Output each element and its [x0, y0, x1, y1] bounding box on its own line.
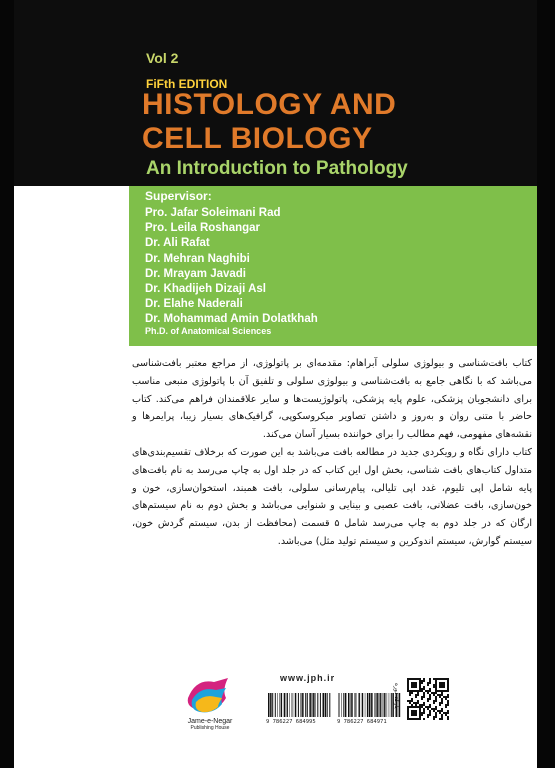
isbn-number-1: 9 786227 684995 — [266, 719, 316, 725]
barcode-1 — [267, 693, 331, 717]
cover-inner — [14, 0, 537, 768]
description-paragraph-2: کتاب دارای نگاه و رویکردی جدید در مطالعه بافت می‌باشد به این صورت که برخلاف تقسیم‌بندی‌های متداول کتاب‌های بافت شناسی، بخش اول این کتاب که در جلد اول به چاپ می‌رسد به نام بافت‌های پایه شامل اپی تلیوم، غدد اپی تلیالی، پیام‌رسانی سلولی، بافت همبند، استخوان‌سازی، خون و خون‌سازی، بافت عضلانی، بافت عصبی و بینایی و شنوایی می‌باشد و بخش دوم به نام سیستم‌های ارگان که در جلد دوم به چاپ می‌رسد شامل ۵ قسمت (محافظت از بدن، سیستم گردش خون، سیستم گوارش، سیستم اندوکرین و سیستم تولید مثل) می‌باشد. — [132, 446, 532, 547]
supervisor-name: Pro. Leila Roshangar — [145, 222, 261, 235]
series-barcode-label: بارکد دوره — [393, 683, 400, 709]
book-title-line2: CELL BIOLOGY — [142, 122, 373, 155]
isbn-number-2: 9 786227 684971 — [337, 719, 387, 725]
volume-label: Vol 2 — [146, 50, 179, 66]
publisher-website: www.jph.ir — [280, 673, 336, 683]
book-subtitle: An Introduction to Pathology — [146, 158, 408, 179]
supervisor-heading: Supervisor: — [145, 189, 212, 203]
description-paragraph-1: کتاب بافت‌شناسی و بیولوژی سلولی آبراهام: مقدمه‌ای بر پاتولوژی، از مراجع معتبر بافت‌شناسی می‌باشد که با نگاهی جامع به بافت‌شناسی و بیولوژی سلولی و تلفیق آن با پاتولوژی منبعی مناسب برای دانشجویان پزشکی، علوم پایه پزشکی، پاتولوژیست‌ها و سایر علاقمندان فراهم می‌کند. کتاب حاضر با متنی روان و به‌روز و داشتن تصاویر میکروسکوپی، گرافیک‌های بسیار زیبا، پرایمرها و نقشه‌های مفهومی، فهم مطالب را برای خواننده بسیار آسان می‌کند. — [132, 358, 532, 441]
supervisor-name: Dr. Khadijeh Dizaji Asl — [145, 283, 266, 296]
title-block — [14, 0, 537, 186]
supervisor-credential: Ph.D. of Anatomical Sciences — [145, 326, 272, 336]
supervisor-name: Dr. Elahe Naderali — [145, 298, 243, 311]
book-title-line1: HISTOLOGY AND — [142, 88, 397, 121]
supervisor-name: Dr. Mrayam Javadi — [145, 267, 247, 280]
edition-label: FiFth EDITION — [146, 77, 228, 91]
qr-code-icon — [407, 678, 449, 720]
supervisor-name: Pro. Jafar Soleimani Rad — [145, 207, 281, 219]
supervisor-name: Dr. Ali Rafat — [145, 237, 210, 250]
book-description — [132, 355, 532, 551]
publisher-name: Jame-e-Negar Publishing House — [187, 718, 233, 731]
supervisor-box — [129, 186, 537, 346]
supervisor-name: Dr. Mehran Naghibi — [145, 252, 250, 265]
supervisor-name: Dr. Mohammad Amin Dolatkhah — [145, 313, 318, 326]
supervisor-list — [145, 206, 318, 328]
